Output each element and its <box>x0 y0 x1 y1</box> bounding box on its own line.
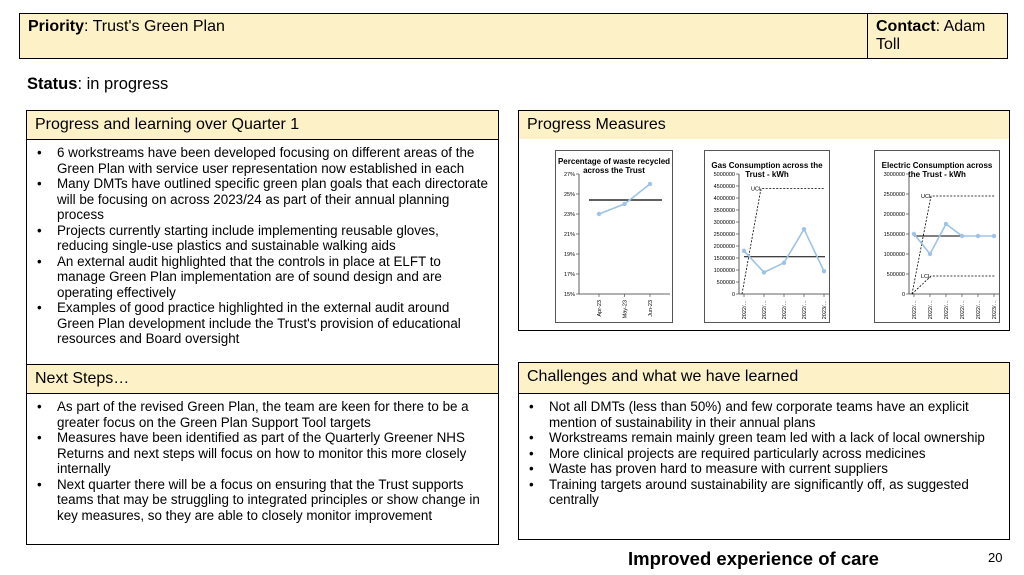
page-number: 20 <box>988 550 1003 565</box>
x-tick-label: 2022/… <box>976 300 982 320</box>
electric-consumption-plot <box>875 151 1001 324</box>
y-tick-label: 23% <box>563 212 575 218</box>
chart-title: Percentage of waste recycled across the Trust <box>557 157 671 175</box>
y-tick-label: 1500000 <box>713 256 735 262</box>
bullet-item: • Many DMTs have outlined specific green plan goals that each directorate will be focusing on across 2023/24 as part of their annual planning process <box>57 176 490 223</box>
bullet-item: • An external audit highlighted that the controls in place at ELFT to manage Green Plan implementation are of sound design and are operating effectively <box>57 254 490 301</box>
priority-label: Priority <box>28 18 85 35</box>
bullet-item: • Next quarter there will be a focus on ensuring that the Trust supports teams that may be struggling to integrated principles or show change in key measures, so they are able to closely monitor improvement <box>57 477 490 524</box>
y-tick-label: 4000000 <box>713 196 735 202</box>
y-tick-label: 1000000 <box>883 252 905 258</box>
y-tick-label: 25% <box>563 192 575 198</box>
bullet-item: • Waste has proven hard to measure with current suppliers <box>549 461 1001 477</box>
challenges-title: Challenges and what we have learned <box>518 362 1010 394</box>
next-steps-title: Next Steps… <box>26 364 499 394</box>
bullet-item: • Examples of good practice highlighted in the external audit around Green Plan development include the Trust's provision of educational resources and Board oversight <box>57 300 490 347</box>
data-point <box>976 234 980 238</box>
y-tick-label: 27% <box>563 172 575 178</box>
series-line <box>744 229 824 272</box>
series-line <box>599 184 650 214</box>
data-point <box>992 234 996 238</box>
x-tick-label: May-23 <box>622 300 629 319</box>
x-tick-label: 2022/… <box>960 300 966 320</box>
data-point <box>960 234 964 238</box>
y-tick-label: 3500000 <box>713 208 735 214</box>
y-tick-label: 3000000 <box>713 220 735 226</box>
status-label: Status <box>27 75 78 93</box>
y-tick-label: 500000 <box>716 280 735 286</box>
y-tick-label: 2000000 <box>883 212 905 218</box>
bullet-item: • More clinical projects are required particularly across medicines <box>549 446 1001 462</box>
progress-learning-body <box>26 139 499 365</box>
y-tick-label: 15% <box>563 292 575 298</box>
contact-label: Contact <box>876 18 936 35</box>
progress-measures-charts <box>518 139 1010 331</box>
challenges-body <box>518 393 1010 540</box>
y-tick-label: 2500000 <box>883 192 905 198</box>
chart-title: Electric Consumption across the Trust - kWh <box>881 161 993 179</box>
status-line <box>27 75 168 94</box>
y-tick-label: 0 <box>901 292 905 298</box>
x-tick-label: 2022/… <box>944 300 950 320</box>
x-tick-label: 2022/… <box>802 300 808 320</box>
x-tick-label: 2023/… <box>992 300 998 320</box>
y-tick-label: 5000000 <box>713 172 735 178</box>
status-value: : in progress <box>77 75 169 93</box>
y-tick-label: 2000000 <box>713 244 735 250</box>
priority-header <box>19 13 868 59</box>
data-point <box>928 252 932 256</box>
y-tick-label: 3000000 <box>883 172 905 178</box>
chart-title: Gas Consumption across the Trust - kWh <box>711 161 823 179</box>
progress-learning-title: Progress and learning over Quarter 1 <box>26 110 499 140</box>
y-tick-label: 4500000 <box>713 184 735 190</box>
data-point <box>762 270 766 274</box>
ucl-label: UCL <box>751 186 763 193</box>
bullet-item: • Measures have been identified as part of the Quarterly Greener NHS Returns and next steps will focus on how to monitor this more closely internally <box>57 430 490 477</box>
footer-title: Improved experience of care <box>628 548 879 569</box>
series-line <box>914 224 994 254</box>
x-tick-label: 2022/… <box>762 300 768 320</box>
bullet-item: • 6 workstreams have been developed focusing on different areas of the Green Plan with service user representation now established in each <box>57 145 490 176</box>
y-tick-label: 19% <box>563 252 575 258</box>
waste-recycling-chart <box>555 150 673 323</box>
bullet-item: • As part of the revised Green Plan, the team are keen for there to be a greater focus on the Green Plan Support Tool targets <box>57 399 490 430</box>
data-point <box>622 202 626 206</box>
challenges-list <box>527 399 1001 508</box>
lcl-label: LCL <box>921 274 932 280</box>
waste-recycling-plot <box>556 151 674 324</box>
electric-consumption-chart <box>874 150 1000 323</box>
next-steps-body <box>26 393 499 545</box>
x-tick-label: 2022/… <box>742 300 748 320</box>
y-tick-label: 21% <box>563 232 575 238</box>
next-steps-list <box>35 399 490 523</box>
y-tick-label: 2500000 <box>713 232 735 238</box>
x-tick-label: 2022/… <box>912 300 918 320</box>
bullet-item: • Projects currently starting include implementing reusable gloves, reducing single-use plastics and sustainable walking aids <box>57 223 490 254</box>
data-point <box>802 227 806 231</box>
ucl-label: UCL <box>921 194 933 200</box>
data-point <box>782 261 786 265</box>
y-tick-label: 1000000 <box>713 268 735 274</box>
data-point <box>944 222 948 226</box>
y-tick-label: 1500000 <box>883 232 905 238</box>
y-tick-label: 17% <box>563 272 575 278</box>
x-tick-label: Apr-23 <box>597 300 603 317</box>
data-point <box>597 212 601 216</box>
data-point <box>822 269 826 273</box>
gas-consumption-chart <box>704 150 830 323</box>
contact-value: : Adam Toll <box>876 18 986 53</box>
data-point <box>742 249 746 253</box>
x-tick-label: 2022/… <box>782 300 788 320</box>
ucl-line <box>742 188 825 294</box>
x-tick-label: Jun-23 <box>648 300 654 317</box>
bullet-item: • Training targets around sustainability are significantly off, as suggested centrally <box>549 477 1001 508</box>
x-tick-label: 2022/… <box>928 300 934 320</box>
y-tick-label: 500000 <box>886 272 905 278</box>
data-point <box>912 232 916 236</box>
progress-measures-title: Progress Measures <box>518 110 1010 140</box>
data-point <box>648 182 652 186</box>
y-tick-label: 0 <box>731 292 735 298</box>
gas-consumption-plot <box>705 151 831 324</box>
bullet-item: • Workstreams remain mainly green team led with a lack of local ownership <box>549 430 1001 446</box>
priority-value: : Trust's Green Plan <box>84 18 225 35</box>
x-tick-label: 2023/… <box>822 300 828 320</box>
progress-learning-list <box>35 145 490 347</box>
bullet-item: • Not all DMTs (less than 50%) and few corporate teams have an explicit mention of sustainability in their annual plans <box>549 399 1001 430</box>
contact-header <box>867 13 1008 59</box>
